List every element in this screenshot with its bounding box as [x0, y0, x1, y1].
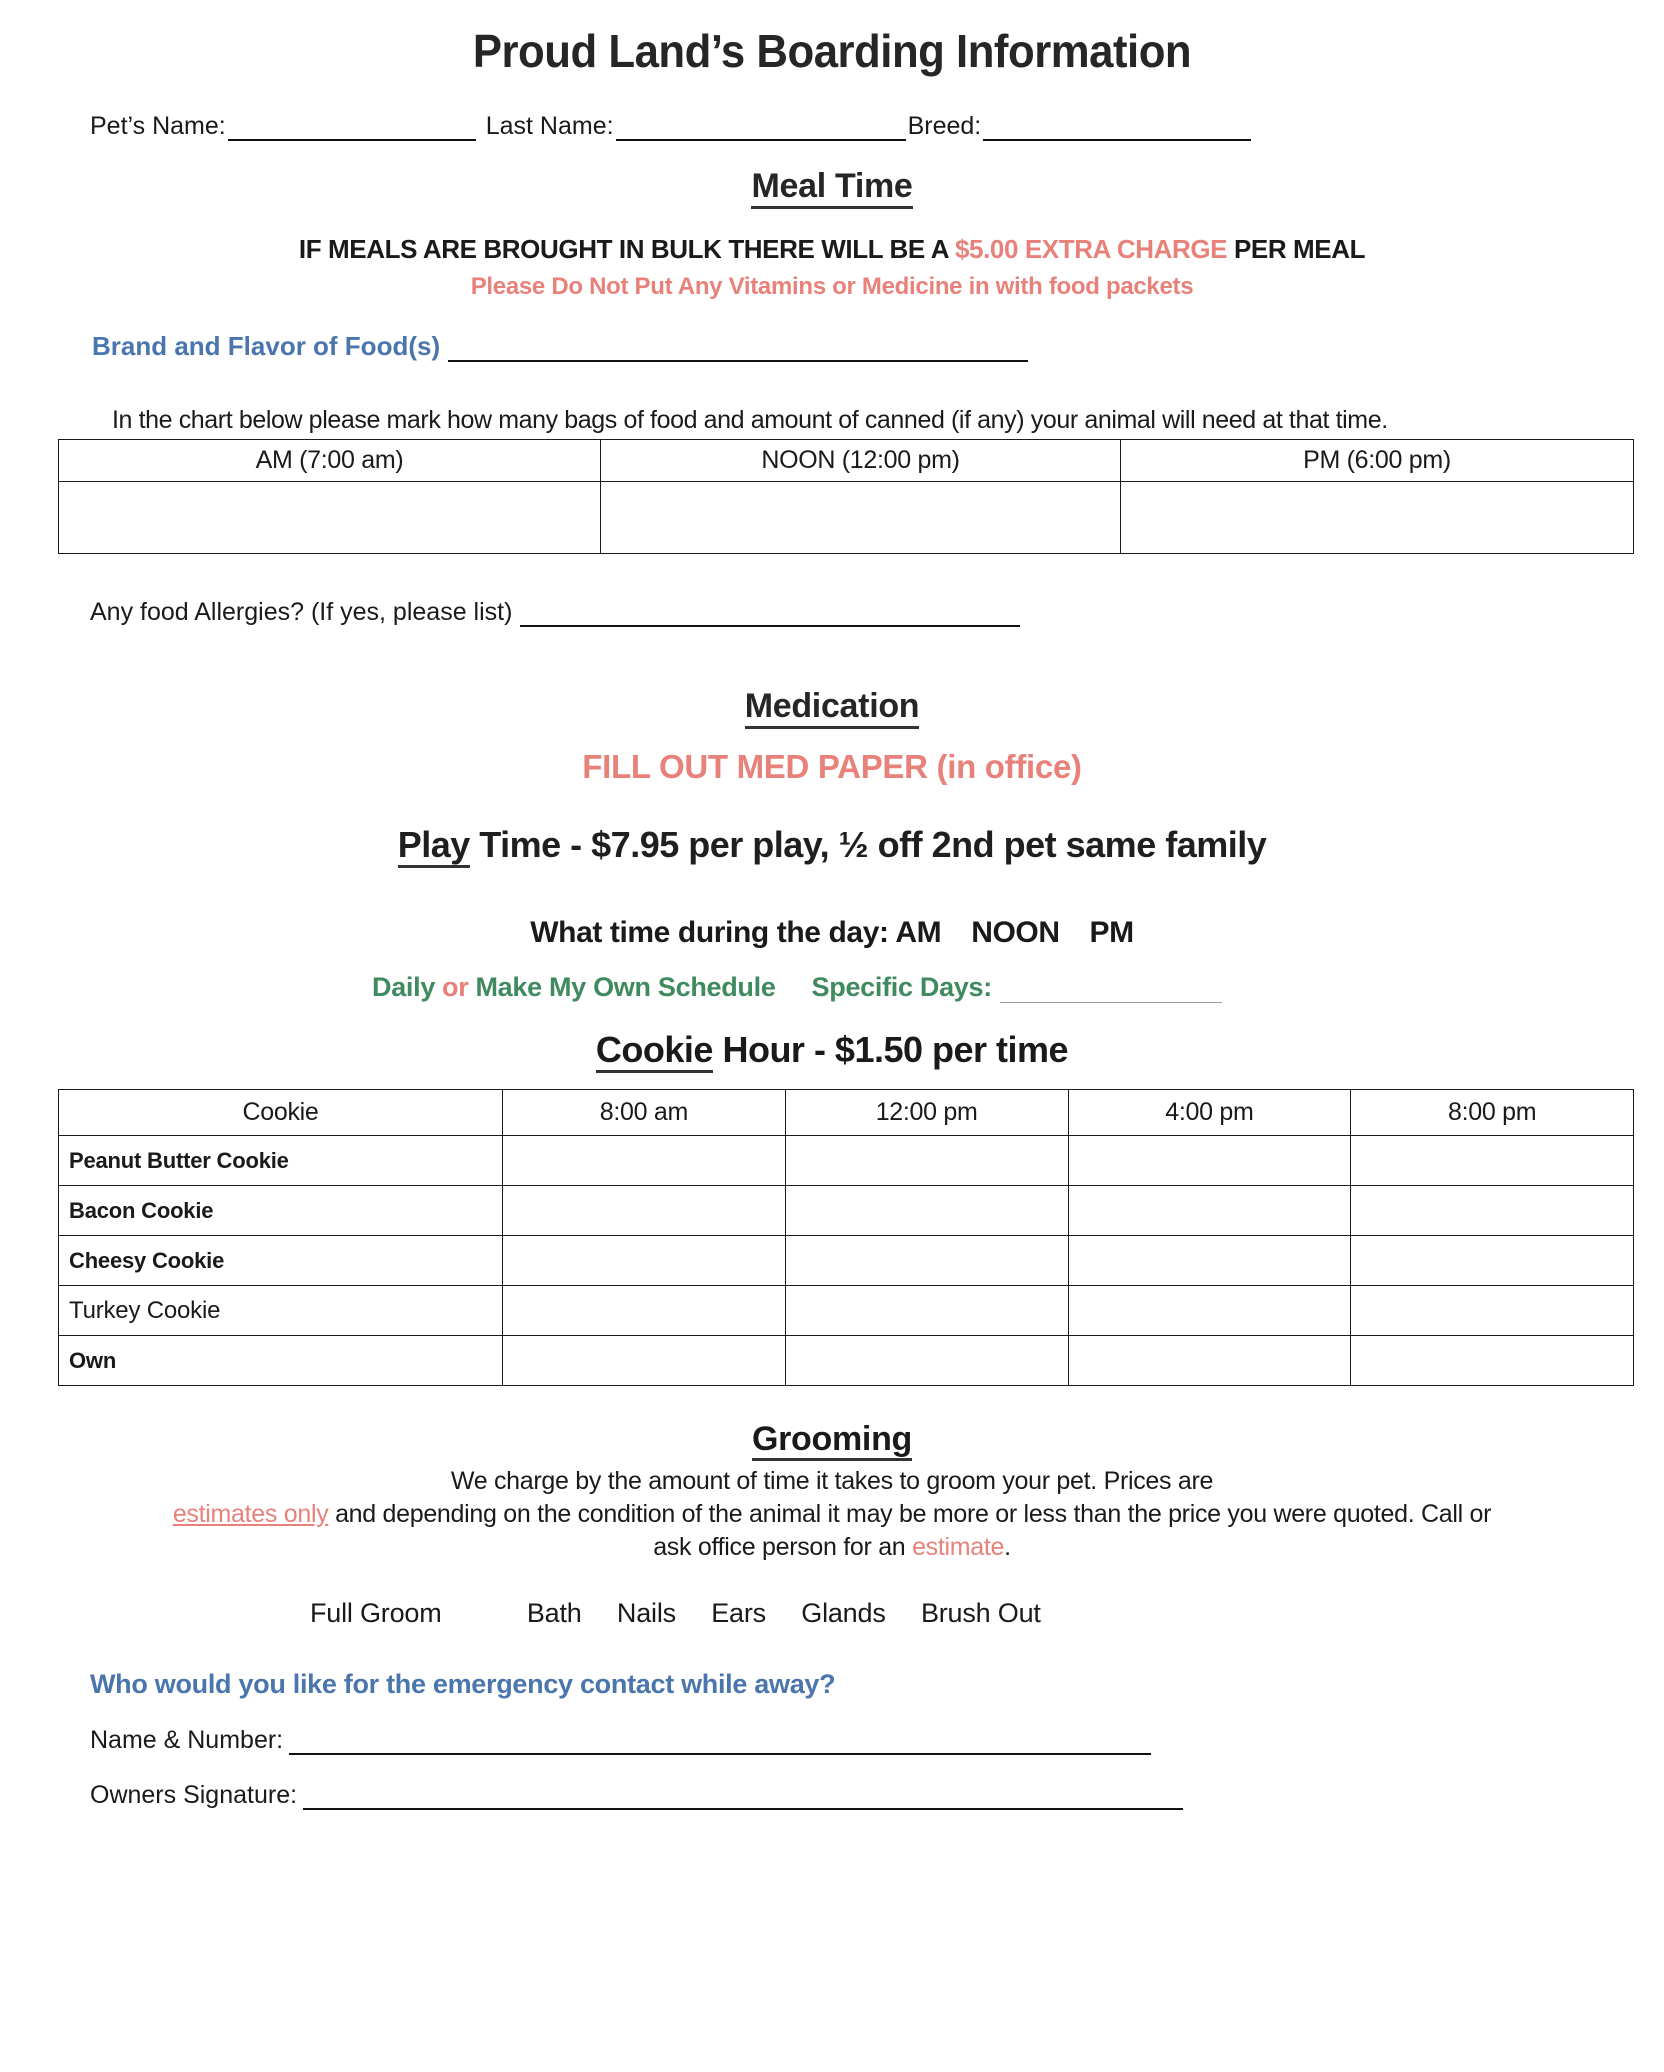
cookie-row-label-peanut-butter: Peanut Butter Cookie [59, 1136, 503, 1186]
grooming-line-3-before: ask office person for an [653, 1533, 906, 1561]
food-col-pm: PM (6:00 pm) [1121, 440, 1634, 482]
cookie-hour-heading-rest: Hour - $1.50 per time [722, 1029, 1069, 1070]
last-name-input[interactable] [616, 119, 906, 141]
page-title: Proud Land’s Boarding Information [472, 25, 1192, 77]
play-schedule-row [0, 972, 1664, 1003]
emergency-name-number-row [0, 1726, 1664, 1755]
food-chart-note: In the chart below please mark how many bags of food and amount of canned (if any) your animal will need at that time. [112, 406, 1388, 434]
cookie-cell-bacon-0800pm[interactable] [1351, 1186, 1634, 1236]
medication-heading-text: Medication [745, 687, 920, 729]
cookie-cell-turkey-0800am[interactable] [503, 1286, 786, 1336]
play-specific-days-input[interactable] [1000, 981, 1222, 1003]
table-row [59, 1136, 1634, 1186]
grooming-line-1: We charge by the amount of time it takes to groom your pet. Prices are [450, 1467, 1214, 1495]
cookie-cell-own-0800am[interactable] [503, 1336, 786, 1386]
meal-time-heading [0, 167, 1664, 206]
breed-label: Breed: [907, 112, 982, 140]
service-full-groom[interactable]: Full Groom [310, 1598, 442, 1628]
cookie-col-0800am: 8:00 am [503, 1090, 786, 1136]
table-row [59, 1286, 1634, 1336]
play-time-heading-underlined: Play [398, 824, 470, 868]
grooming-heading [0, 1420, 1664, 1459]
grooming-estimate-word: estimate [912, 1533, 1005, 1561]
pet-name-label: Pet’s Name: [90, 112, 226, 140]
emergency-name-number-input[interactable] [289, 1733, 1151, 1755]
medication-notice: FILL OUT MED PAPER (in office) [582, 748, 1082, 785]
food-cell-am[interactable] [59, 482, 601, 554]
table-row [59, 1236, 1634, 1286]
service-ears[interactable]: Ears [711, 1598, 766, 1628]
food-table-entry-row [59, 482, 1634, 554]
bulk-notice-after: PER MEAL [1233, 234, 1366, 264]
allergy-row [0, 598, 1664, 627]
cookie-row-label-turkey: Turkey Cookie [59, 1286, 503, 1336]
brand-flavor-row [0, 331, 1664, 362]
emergency-name-number-label: Name & Number: [90, 1726, 284, 1754]
cookie-cell-own-0800pm[interactable] [1351, 1336, 1634, 1386]
grooming-description [0, 1465, 1664, 1564]
table-row [59, 1336, 1634, 1386]
grooming-line-3-after: . [1004, 1533, 1011, 1561]
play-option-pm[interactable]: PM [1089, 916, 1134, 949]
food-col-am: AM (7:00 am) [59, 440, 601, 482]
vitamin-notice: Please Do Not Put Any Vitamins or Medicine in with food packets [470, 273, 1194, 300]
cookie-col-1200pm: 12:00 pm [785, 1090, 1068, 1136]
allergy-label: Any food Allergies? (If yes, please list) [90, 598, 513, 626]
cookie-hour-heading-underlined: Cookie [596, 1029, 713, 1073]
cookie-cell-peanut-butter-0800pm[interactable] [1351, 1136, 1634, 1186]
meal-time-heading-text: Meal Time [751, 167, 912, 209]
brand-flavor-label: Brand and Flavor of Food(s) [92, 331, 441, 361]
food-table-header-row [59, 440, 1634, 482]
bulk-notice-amount: $5.00 EXTRA CHARGE [954, 234, 1228, 264]
medication-heading [0, 687, 1664, 726]
cookie-cell-cheesy-0800pm[interactable] [1351, 1236, 1634, 1286]
play-time-heading [0, 824, 1664, 866]
cookie-row-label-cheesy: Cheesy Cookie [59, 1236, 503, 1286]
last-name-label: Last Name: [485, 112, 614, 140]
bulk-charge-notice [0, 234, 1664, 265]
grooming-line-2: and depending on the condition of the animal it may be more or less than the price you were quoted. Call or [335, 1500, 1492, 1528]
cookie-col-name: Cookie [59, 1090, 503, 1136]
cookie-cell-cheesy-1200pm[interactable] [785, 1236, 1068, 1286]
cookie-hour-table [58, 1089, 1634, 1386]
owner-signature-row [0, 1781, 1664, 1810]
cookie-cell-turkey-1200pm[interactable] [785, 1286, 1068, 1336]
owner-signature-input[interactable] [303, 1788, 1183, 1810]
cookie-cell-own-1200pm[interactable] [785, 1336, 1068, 1386]
cookie-cell-peanut-butter-1200pm[interactable] [785, 1136, 1068, 1186]
breed-input[interactable] [983, 119, 1251, 141]
cookie-cell-turkey-0400pm[interactable] [1068, 1286, 1351, 1336]
allergy-input[interactable] [520, 605, 1020, 627]
owner-signature-label: Owners Signature: [90, 1781, 298, 1809]
play-time-of-day-row [0, 916, 1664, 950]
grooming-heading-text: Grooming [752, 1420, 912, 1461]
play-own-schedule-option[interactable]: Make My Own Schedule [475, 972, 776, 1002]
service-bath[interactable]: Bath [526, 1598, 582, 1628]
cookie-row-label-bacon: Bacon Cookie [59, 1186, 503, 1236]
grooming-estimates-only: estimates only [172, 1500, 329, 1528]
cookie-row-label-own: Own [59, 1336, 503, 1386]
food-col-noon: NOON (12:00 pm) [601, 440, 1121, 482]
cookie-table-header-row [59, 1090, 1634, 1136]
cookie-cell-own-0400pm[interactable] [1068, 1336, 1351, 1386]
play-time-question: What time during the day: [530, 916, 889, 949]
food-cell-pm[interactable] [1121, 482, 1634, 554]
pet-name-input[interactable] [228, 119, 476, 141]
service-glands[interactable]: Glands [801, 1598, 886, 1628]
food-cell-noon[interactable] [601, 482, 1121, 554]
brand-flavor-input[interactable] [448, 340, 1028, 362]
play-option-noon[interactable]: NOON [971, 916, 1060, 949]
play-daily-option[interactable]: Daily [372, 972, 436, 1002]
cookie-cell-cheesy-0400pm[interactable] [1068, 1236, 1351, 1286]
service-nails[interactable]: Nails [616, 1598, 676, 1628]
cookie-cell-bacon-0800am[interactable] [503, 1186, 786, 1236]
table-row [59, 1186, 1634, 1236]
food-schedule-table [58, 439, 1634, 554]
cookie-cell-turkey-0800pm[interactable] [1351, 1286, 1634, 1336]
cookie-col-0800pm: 8:00 pm [1351, 1090, 1634, 1136]
cookie-cell-peanut-butter-0400pm[interactable] [1068, 1136, 1351, 1186]
service-brush-out[interactable]: Brush Out [920, 1598, 1041, 1628]
cookie-cell-peanut-butter-0800am[interactable] [503, 1136, 786, 1186]
play-or-label: or [442, 972, 469, 1002]
grooming-services-row [0, 1598, 1664, 1629]
cookie-cell-bacon-0400pm[interactable] [1068, 1186, 1351, 1236]
play-specific-days-label: Specific Days: [811, 972, 992, 1002]
bulk-notice-before: IF MEALS ARE BROUGHT IN BULK THERE WILL BE A [298, 234, 949, 264]
cookie-col-0400pm: 4:00 pm [1068, 1090, 1351, 1136]
cookie-cell-bacon-1200pm[interactable] [785, 1186, 1068, 1236]
cookie-cell-cheesy-0800am[interactable] [503, 1236, 786, 1286]
identity-row [0, 112, 1664, 141]
play-option-am[interactable]: AM [895, 916, 942, 949]
cookie-hour-heading [0, 1029, 1664, 1071]
emergency-contact-question: Who would you like for the emergency contact while away? [90, 1669, 836, 1699]
play-time-heading-rest: Time - $7.95 per play, ½ off 2nd pet same family [479, 824, 1267, 865]
